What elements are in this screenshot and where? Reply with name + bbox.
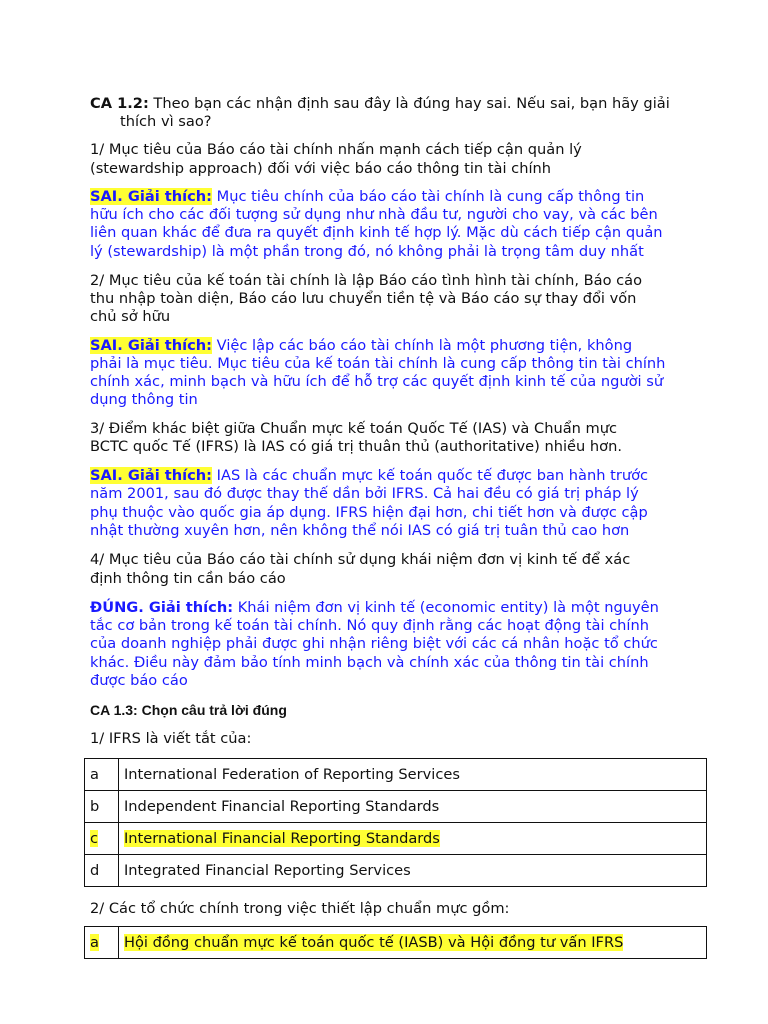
option-text bbox=[119, 823, 707, 855]
answer-3-text: IAS là các chuẩn mực kế toán quốc tế được ban hành trước bbox=[212, 467, 649, 484]
option-key: b bbox=[85, 791, 119, 823]
answer-4-line4: khác. Điều này đảm bảo tính minh bạch và chính xác của thông tin tài chính bbox=[90, 654, 649, 671]
verdict-badge: SAI. Giải thích: bbox=[90, 467, 213, 484]
statement-3-line2: BCTC quốc Tế (IFRS) là IAS có giá trị thuân thủ (authoritative) nhiều hơn. bbox=[90, 438, 622, 455]
answer-1-text: Mục tiêu chính của báo cáo tài chính là cung cấp thông tin bbox=[212, 188, 645, 205]
option-row[interactable] bbox=[85, 855, 707, 887]
option-key: a bbox=[85, 759, 119, 791]
ca13-question-1: 1/ IFRS là viết tắt của: bbox=[90, 730, 252, 747]
verdict-label: ĐÚNG. Giải thích: bbox=[90, 599, 234, 616]
ca12-question-text: Theo bạn các nhận định sau đây là đúng hay sai. Nếu sai, bạn hãy giải bbox=[148, 95, 670, 112]
answer-2-line2: phải là mục tiêu. Mục tiêu của kế toán tài chính là cung cấp thông tin tài chính bbox=[90, 355, 666, 372]
answer-2-line3: chính xác, minh bạch và hữu ích để hỗ trợ các quyết định kinh tế của người sử bbox=[90, 373, 664, 390]
statement-2-line3: chủ sở hữu bbox=[90, 308, 171, 325]
verdict-badge: SAI. Giải thích: bbox=[90, 337, 213, 354]
answer-2-line1 bbox=[90, 337, 632, 355]
answer-4-text: Khái niệm đơn vị kinh tế (economic entity) là một nguyên bbox=[233, 599, 659, 616]
answer-3-line2: năm 2001, sau đó được thay thế dần bởi IFRS. Cả hai đều có giá trị pháp lý bbox=[90, 485, 639, 502]
option-key bbox=[85, 823, 119, 855]
statement-2-line2: thu nhập toàn diện, Báo cáo lưu chuyển tiền tệ và Báo cáo sự thay đổi vốn bbox=[90, 290, 637, 307]
option-text bbox=[119, 927, 707, 959]
answer-3-line3: phụ thuộc vào quốc gia áp dụng. IFRS hiện đại hơn, chi tiết hơn và được cập bbox=[90, 504, 648, 521]
ca12-label: CA 1.2: bbox=[90, 95, 149, 112]
option-key bbox=[85, 927, 119, 959]
ca13-question-2: 2/ Các tổ chức chính trong việc thiết lập chuẩn mực gồm: bbox=[90, 900, 510, 917]
ca12-question-line1 bbox=[90, 95, 670, 113]
answer-4-line5: được báo cáo bbox=[90, 672, 188, 689]
option-key-highlight: c bbox=[90, 830, 99, 847]
option-key-highlight: a bbox=[90, 934, 99, 951]
answer-3-line4: nhật thường xuyên hơn, nên không thể nói IAS có giá trị tuân thủ cao hơn bbox=[90, 522, 630, 539]
option-row-correct[interactable] bbox=[85, 823, 707, 855]
answer-4-line3: của doanh nghiệp phải được ghi nhận riêng biệt với các cá nhân hoặc tổ chức bbox=[90, 635, 658, 652]
verdict-badge: SAI. Giải thích: bbox=[90, 188, 213, 205]
options-table-q1 bbox=[84, 758, 707, 887]
option-row-correct[interactable] bbox=[85, 927, 707, 959]
option-row[interactable] bbox=[85, 791, 707, 823]
option-row[interactable] bbox=[85, 759, 707, 791]
statement-3-line1: 3/ Điểm khác biệt giữa Chuẩn mực kế toán Quốc Tế (IAS) và Chuẩn mực bbox=[90, 420, 618, 437]
option-text-highlight: International Financial Reporting Standards bbox=[124, 830, 440, 847]
statement-4-line2: định thông tin cần báo cáo bbox=[90, 570, 286, 587]
statement-2-line1: 2/ Mục tiêu của kế toán tài chính là lập Báo cáo tình hình tài chính, Báo cáo bbox=[90, 272, 643, 289]
ca13-heading: CA 1.3: Chọn câu trả lời đúng bbox=[90, 702, 287, 718]
answer-3-line1 bbox=[90, 467, 648, 485]
option-text: Independent Financial Reporting Standards bbox=[119, 791, 707, 823]
statement-1-line1: 1/ Mục tiêu của Báo cáo tài chính nhấn mạnh cách tiếp cận quản lý bbox=[90, 141, 582, 158]
answer-2-text: Việc lập các báo cáo tài chính là một phương tiện, không bbox=[212, 337, 633, 354]
statement-4-line1: 4/ Mục tiêu của Báo cáo tài chính sử dụng khái niệm đơn vị kinh tế để xác bbox=[90, 551, 631, 568]
option-text: International Federation of Reporting Services bbox=[119, 759, 707, 791]
answer-1-line4: lý (stewardship) là một phần trong đó, nó không phải là trọng tâm duy nhất bbox=[90, 243, 644, 260]
ca12-question-line2: thích vì sao? bbox=[120, 113, 212, 130]
answer-2-line4: dụng thông tin bbox=[90, 391, 198, 408]
answer-4-line2: tắc cơ bản trong kế toán tài chính. Nó quy định rằng các hoạt động tài chính bbox=[90, 617, 649, 634]
option-text: Integrated Financial Reporting Services bbox=[119, 855, 707, 887]
answer-4-line1 bbox=[90, 599, 659, 617]
options-table-q2 bbox=[84, 926, 707, 959]
answer-1-line3: liên quan khác để đưa ra quyết định kinh tế hợp lý. Mặc dù cách tiếp cận quản bbox=[90, 224, 663, 241]
answer-1-line2: hữu ích cho các đối tượng sử dụng như nhà đầu tư, người cho vay, và các bên bbox=[90, 206, 658, 223]
answer-1-line1 bbox=[90, 188, 644, 206]
option-key: d bbox=[85, 855, 119, 887]
statement-1-line2: (stewardship approach) đối với việc báo cáo thông tin tài chính bbox=[90, 160, 552, 177]
option-text-highlight: Hội đồng chuẩn mực kế toán quốc tế (IASB) và Hội đồng tư vấn IFRS bbox=[124, 934, 624, 951]
